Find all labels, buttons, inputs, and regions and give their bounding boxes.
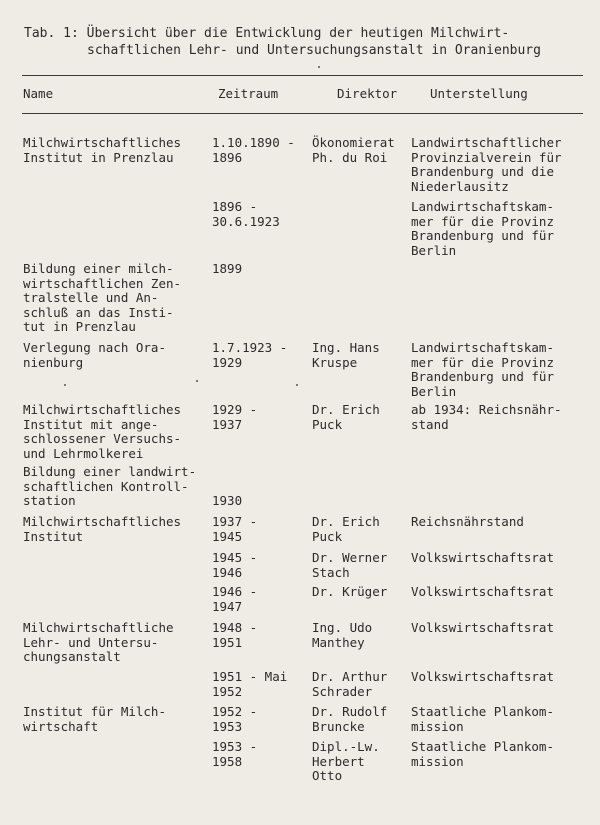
row-5-name: Bildung einer landwirt- schaftlichen Kontroll- station	[23, 464, 197, 508]
row-9-unterstellung: Volkswirtschaftsrat	[411, 620, 554, 635]
header-direktor: Direktor	[337, 86, 398, 101]
row-4-name: Milchwirtschaftliches Institut mit ange- schlossener Versuchs- und Lehrmolkerei	[23, 402, 182, 461]
scan-speck	[296, 384, 298, 386]
row-11-name: Institut für Milch- wirtschaft	[23, 704, 166, 734]
row-10-unterstellung: Volkswirtschaftsrat	[411, 669, 554, 684]
row-12-unterstellung: Staatliche Plankom- mission	[411, 739, 554, 769]
row-4-zeitraum: 1929 - 1937	[212, 402, 258, 432]
row-10-zeitraum: 1951 - Mai 1952	[212, 669, 288, 699]
scan-speck	[196, 380, 198, 382]
row-3-direktor: Ing. Hans Kruspe	[312, 340, 380, 370]
row-9-name: Milchwirtschaftliche Lehr- und Untersu- chungsanstalt	[23, 620, 174, 664]
row-0-name: Milchwirtschaftliches Institut in Prenzlau	[23, 135, 182, 165]
row-0-direktor: Ökonomierat Ph. du Roi	[312, 135, 395, 165]
row-3-unterstellung: Landwirtschaftskam- mer für die Provinz Brandenburg und für Berlin	[411, 340, 554, 399]
row-6-zeitraum: 1937 - 1945	[212, 514, 258, 544]
row-9-direktor: Ing. Udo Manthey	[312, 620, 373, 650]
table-caption	[24, 25, 594, 59]
row-3-name: Verlegung nach Ora- nienburg	[23, 340, 166, 370]
row-8-direktor: Dr. Krüger	[312, 584, 388, 599]
header-name: Name	[23, 86, 54, 101]
header-zeitraum: Zeitraum	[218, 86, 279, 101]
row-12-direktor: Dipl.-Lw. Herbert Otto	[312, 739, 380, 783]
row-9-zeitraum: 1948 - 1951	[212, 620, 258, 650]
header-rule	[22, 113, 583, 114]
row-11-direktor: Dr. Rudolf Bruncke	[312, 704, 388, 734]
caption-line-2: schaftlichen Lehr- und Untersuchungsanstalt in Oranienburg	[87, 43, 541, 58]
row-11-unterstellung: Staatliche Plankom- mission	[411, 704, 554, 734]
row-12-zeitraum: 1953 - 1958	[212, 739, 258, 769]
row-1-zeitraum: 1896 - 30.6.1923	[212, 199, 280, 229]
row-7-zeitraum: 1945 - 1946	[212, 550, 258, 580]
row-6-name: Milchwirtschaftliches Institut	[23, 514, 182, 544]
top-rule	[22, 75, 583, 76]
scan-speck	[318, 66, 320, 68]
row-2-name: Bildung einer milch- wirtschaftlichen Zen- tralstelle und An- schluß an das Insti- tut in Prenzlau	[23, 261, 182, 334]
row-5-zeitraum: 1930	[212, 493, 243, 508]
row-1-unterstellung: Landwirtschaftskam- mer für die Provinz Brandenburg und für Berlin	[411, 199, 554, 258]
row-0-zeitraum: 1.10.1890 - 1896	[212, 135, 295, 165]
row-7-direktor: Dr. Werner Stach	[312, 550, 388, 580]
row-3-zeitraum: 1.7.1923 - 1929	[212, 340, 288, 370]
row-8-zeitraum: 1946 - 1947	[212, 584, 258, 614]
row-4-direktor: Dr. Erich Puck	[312, 402, 380, 432]
row-8-unterstellung: Volkswirtschaftsrat	[411, 584, 554, 599]
caption-line-1: Tab. 1: Übersicht über die Entwicklung der heutigen Milchwirt-	[24, 26, 510, 41]
row-11-zeitraum: 1952 - 1953	[212, 704, 258, 734]
row-0-unterstellung: Landwirtschaftlicher Provinzialverein für Brandenburg und die Niederlausitz	[411, 135, 562, 194]
row-6-direktor: Dr. Erich Puck	[312, 514, 380, 544]
row-10-direktor: Dr. Arthur Schrader	[312, 669, 388, 699]
row-2-zeitraum: 1899	[212, 261, 243, 276]
row-6-unterstellung: Reichsnährstand	[411, 514, 524, 529]
header-unterstellung: Unterstellung	[430, 86, 528, 101]
scan-speck	[64, 384, 66, 386]
row-4-unterstellung: ab 1934: Reichsnähr- stand	[411, 402, 562, 432]
row-7-unterstellung: Volkswirtschaftsrat	[411, 550, 554, 565]
